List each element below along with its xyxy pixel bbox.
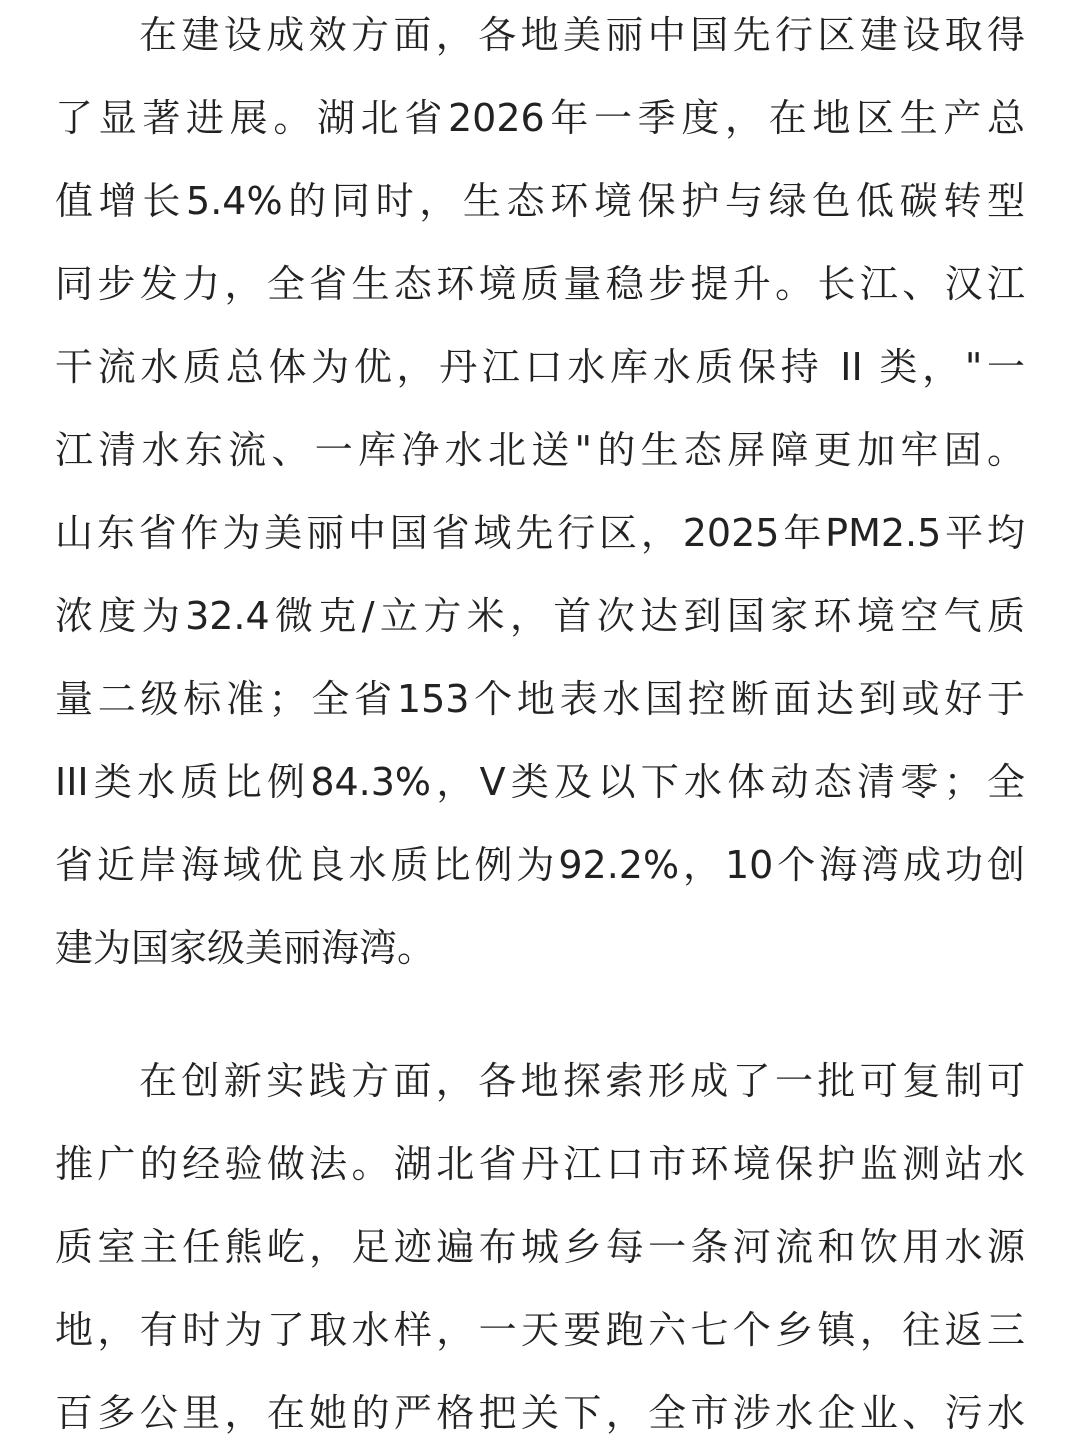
- text-line: III类水质比例84.3%，V类及以下水体动态清零；全: [55, 760, 1025, 804]
- text-line: 在建设成效方面，各地美丽中国先行区建设取得: [139, 13, 1025, 57]
- text-line: 在创新实践方面，各地探索形成了一批可复制可: [139, 1059, 1025, 1103]
- text-line: 百多公里，在她的严格把关下，全市涉水企业、污水: [55, 1391, 1025, 1435]
- text-line: 江清水东流、一库净水北送"的生态屏障更加牢固。: [55, 428, 1025, 472]
- text-line: 同步发力，全省生态环境质量稳步提升。长江、汉江: [55, 262, 1025, 306]
- text-line: 干流水质总体为优，丹江口水库水质保持 II 类，"一: [55, 345, 1025, 389]
- text-line: 质室主任熊屹，足迹遍布城乡每一条河流和饮用水源: [55, 1225, 1025, 1269]
- text-line: 地，有时为了取水样，一天要跑六七个乡镇，往返三: [55, 1308, 1025, 1352]
- text-line: 值增长5.4%的同时，生态环境保护与绿色低碳转型: [55, 179, 1025, 223]
- text-line: 了显著进展。湖北省2026年一季度，在地区生产总: [55, 96, 1025, 140]
- text-line: 建为国家级美丽海湾。: [55, 926, 436, 970]
- text-line: 量二级标准；全省153个地表水国控断面达到或好于: [55, 677, 1025, 721]
- text-line: 省近岸海域优良水质比例为92.2%，10个海湾成功创: [55, 843, 1025, 887]
- text-line: 山东省作为美丽中国省域先行区，2025年PM2.5平均: [55, 511, 1025, 555]
- text-line: 浓度为32.4微克/立方米，首次达到国家环境空气质: [55, 594, 1025, 638]
- paragraph-innovation-practice: [55, 1040, 1025, 1455]
- text-line: 推广的经验做法。湖北省丹江口市环境保护监测站水: [55, 1142, 1025, 1186]
- paragraph-construction-results: [55, 0, 1025, 990]
